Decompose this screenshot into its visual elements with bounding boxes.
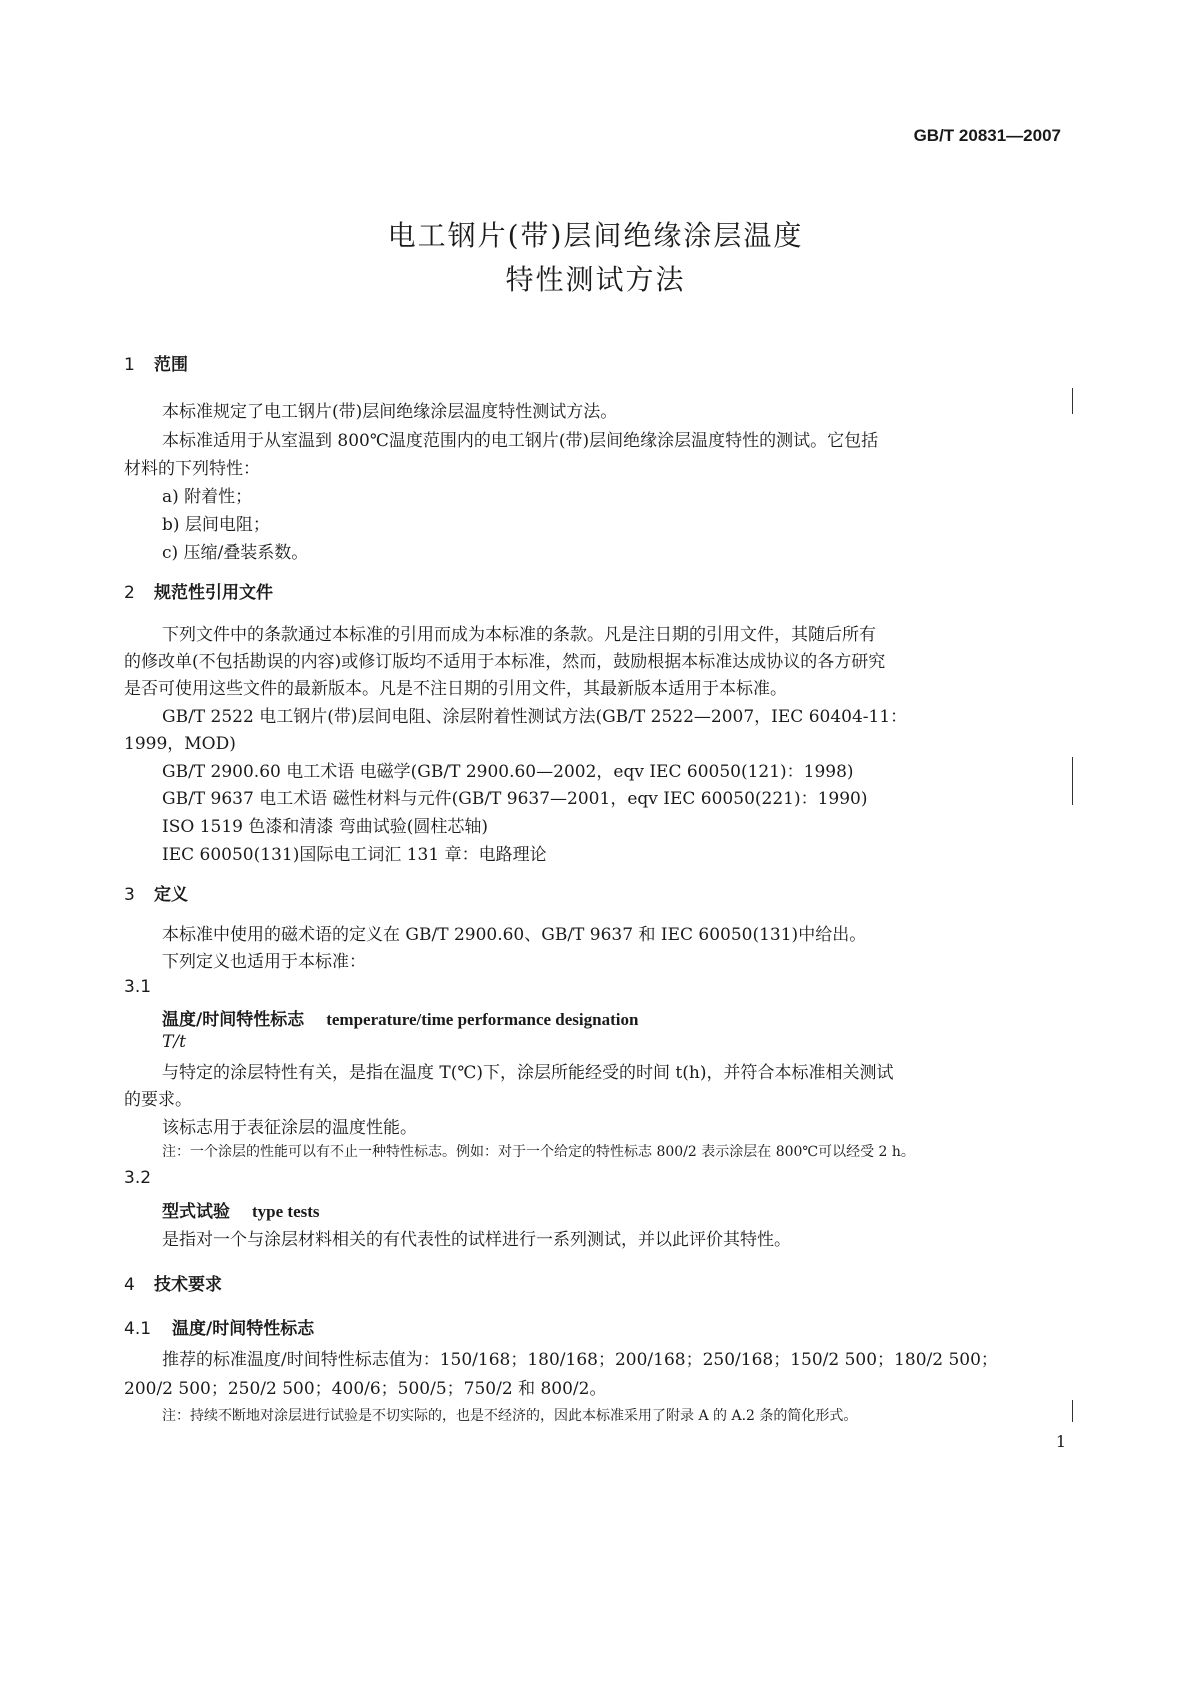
subsection-number: 3.2 xyxy=(124,1168,152,1188)
change-bar xyxy=(1072,757,1073,805)
term-entry xyxy=(162,1005,638,1030)
section-4-heading xyxy=(124,1270,222,1295)
term-chinese: 型式试验 xyxy=(162,1202,230,1222)
list-item: c) 压缩/叠装系数。 xyxy=(162,543,309,563)
subsection-number: 3.1 xyxy=(124,977,152,997)
paragraph: 本标准中使用的磁术语的定义在 GB/T 2900.60、GB/T 9637 和 IEC 60050(131)中给出。 xyxy=(162,925,867,945)
reference-item: ISO 1519 色漆和清漆 弯曲试验(圆柱芯轴) xyxy=(162,817,489,837)
paragraph: 下列文件中的条款通过本标准的引用而成为本标准的条款。凡是注日期的引用文件，其随后所有 xyxy=(162,625,876,645)
list-item: b) 层间电阻； xyxy=(162,515,270,535)
subsection-4-1-heading xyxy=(124,1314,314,1339)
section-title: 技术要求 xyxy=(154,1275,222,1295)
section-title: 规范性引用文件 xyxy=(154,583,273,603)
section-number: 2 xyxy=(124,583,135,603)
change-bar xyxy=(1072,388,1073,414)
document-title-line1: 电工钢片(带)层间绝缘涂层温度 xyxy=(387,219,804,252)
definition: 与特定的涂层特性有关，是指在温度 T(℃)下，涂层所能经受的时间 t(h)，并符合本标准相关测试 xyxy=(162,1063,894,1083)
term-entry xyxy=(162,1197,320,1222)
term-english: type tests xyxy=(252,1202,320,1221)
definition: 是指对一个与涂层材料相关的有代表性的试样进行一系列测试，并以此评价其特性。 xyxy=(162,1230,791,1250)
list-item: a) 附着性； xyxy=(162,487,253,507)
section-2-heading xyxy=(124,578,273,603)
paragraph: 下列定义也适用于本标准： xyxy=(162,952,366,972)
paragraph: 本标准规定了电工钢片(带)层间绝缘涂层温度特性测试方法。 xyxy=(162,402,618,422)
definition: 的要求。 xyxy=(124,1090,192,1110)
change-bar xyxy=(1072,1400,1073,1422)
reference-item: GB/T 9637 电工术语 磁性材料与元件(GB/T 9637—2001，eqv IEC 60050(221)：1990) xyxy=(162,789,868,809)
reference-item: IEC 60050(131)国际电工词汇 131 章：电路理论 xyxy=(162,845,547,865)
section-number: 3 xyxy=(124,885,135,905)
paragraph: 推荐的标准温度/时间特性标志值为：150/168；180/168；200/168；250/168；150/2 500；180/2 500； xyxy=(162,1350,998,1370)
section-title: 定义 xyxy=(154,885,188,905)
paragraph: 材料的下列特性： xyxy=(124,459,260,479)
term-symbol: T/t xyxy=(162,1032,186,1052)
paragraph: 是否可使用这些文件的最新版本。凡是不注日期的引用文件，其最新版本适用于本标准。 xyxy=(124,679,787,699)
note: 注：一个涂层的性能可以有不止一种特性标志。例如：对于一个给定的特性标志 800/2 表示涂层在 800℃可以经受 2 h。 xyxy=(162,1144,915,1160)
section-1-heading xyxy=(124,350,188,375)
document-title-line2: 特性测试方法 xyxy=(505,263,686,296)
section-number: 1 xyxy=(124,355,135,375)
term-chinese: 温度/时间特性标志 xyxy=(162,1010,305,1030)
reference-item: GB/T 2900.60 电工术语 电磁学(GB/T 2900.60—2002，eqv IEC 60050(121)：1998) xyxy=(162,762,854,782)
paragraph: 的修改单(不包括勘误的内容)或修订版均不适用于本标准，然而，鼓励根据本标准达成协议的各方研究 xyxy=(124,652,886,672)
subsection-title: 温度/时间特性标志 xyxy=(172,1319,315,1339)
definition: 该标志用于表征涂层的温度性能。 xyxy=(162,1118,417,1138)
paragraph: 200/2 500；250/2 500；400/6；500/5；750/2 和 800/2。 xyxy=(124,1379,607,1399)
note: 注：持续不断地对涂层进行试验是不切实际的，也是不经济的，因此本标准采用了附录 A 的 A.2 条的简化形式。 xyxy=(162,1408,858,1424)
term-english: temperature/time performance designation xyxy=(326,1010,639,1029)
paragraph: 本标准适用于从室温到 800℃温度范围内的电工钢片(带)层间绝缘涂层温度特性的测试。它包括 xyxy=(162,431,879,451)
section-title: 范围 xyxy=(154,355,188,375)
page-number: 1 xyxy=(1055,1432,1066,1451)
section-number: 4 xyxy=(124,1275,135,1295)
standard-number: GB/T 20831—2007 xyxy=(913,126,1061,145)
reference-item: 1999，MOD) xyxy=(124,734,236,754)
subsection-number: 4.1 xyxy=(124,1319,152,1339)
reference-item: GB/T 2522 电工钢片(带)层间电阻、涂层附着性测试方法(GB/T 2522—2007，IEC 60404-11： xyxy=(162,707,908,727)
section-3-heading xyxy=(124,880,188,905)
